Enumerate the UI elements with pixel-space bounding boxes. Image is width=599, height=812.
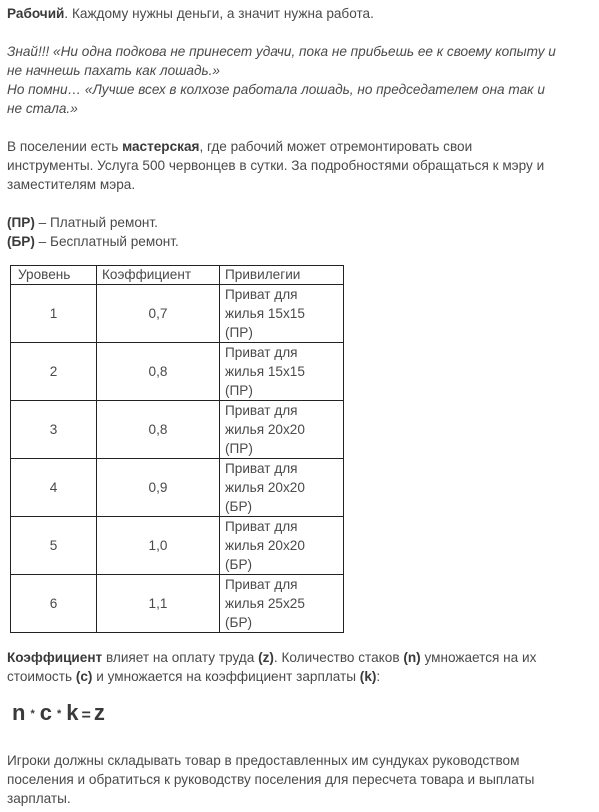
- priv-line: жилья 20х20: [225, 422, 305, 437]
- cell-coefficient: 0,8: [97, 401, 220, 459]
- priv-line: жилья 15х15: [225, 306, 305, 321]
- workshop-line-3: заместителям мэра.: [7, 177, 136, 192]
- closing-line-1: Игроки должны складывать товар в предоставленных им сундуках руководством: [7, 753, 520, 768]
- coef-text-2: . Количество стаков: [273, 650, 404, 665]
- priv-line: (БР): [225, 615, 253, 630]
- coef-var-c: (c): [75, 669, 93, 684]
- formula-n: n: [12, 700, 26, 725]
- quote-line-1: Знай!!! «Ни одна подкова не принесет удачи, пока не прибьешь ее к своему копыту и: [7, 44, 556, 59]
- priv-line: (ПР): [225, 325, 253, 340]
- priv-line: (ПР): [225, 383, 253, 398]
- levels-table: [10, 265, 344, 633]
- table-row: [11, 401, 344, 459]
- repair-code-free: (БР): [7, 234, 35, 249]
- coef-text-3: умножается на их: [420, 650, 537, 665]
- table-row: [11, 575, 344, 633]
- priv-line: (БР): [225, 499, 253, 514]
- cell-privilege: [220, 517, 344, 575]
- priv-line: Приват для: [225, 345, 298, 360]
- cell-level: 3: [11, 401, 97, 459]
- cell-coefficient: 1,1: [97, 575, 220, 633]
- workshop-pre: В поселении есть: [7, 139, 123, 154]
- priv-line: Приват для: [225, 461, 298, 476]
- coefficient-paragraph: [7, 648, 592, 686]
- repair-types: [7, 213, 592, 251]
- header-privileges: Привилегии: [220, 266, 344, 285]
- coef-var-n: (n): [403, 650, 421, 665]
- coef-term: Коэффициент: [7, 650, 103, 665]
- cell-level: 1: [11, 285, 97, 343]
- coef-var-k: (k): [359, 669, 377, 684]
- document: [7, 4, 592, 251]
- cell-level: 6: [11, 575, 97, 633]
- closing-line-3: зарплаты.: [7, 791, 71, 806]
- table-header-row: [11, 266, 344, 285]
- cell-level: 2: [11, 343, 97, 401]
- cell-coefficient: 0,8: [97, 343, 220, 401]
- priv-line: жилья 25х25: [225, 596, 305, 611]
- priv-line: (ПР): [225, 441, 253, 456]
- formula-z: z: [93, 700, 105, 725]
- repair-code-paid: (ПР): [7, 215, 35, 230]
- cell-privilege: [220, 285, 344, 343]
- formula-multiply-2: *: [56, 708, 62, 720]
- repair-desc-free: – Бесплатный ремонт.: [34, 234, 179, 249]
- cell-privilege: [220, 575, 344, 633]
- cell-privilege: [220, 343, 344, 401]
- table-row: [11, 285, 344, 343]
- intro-text: . Каждому нужны деньги, а значит нужна работа.: [64, 6, 374, 21]
- table-row: [11, 459, 344, 517]
- formula-c: c: [39, 700, 52, 725]
- cell-coefficient: 0,7: [97, 285, 220, 343]
- cell-coefficient: 0,9: [97, 459, 220, 517]
- closing-line-2: поселения и обратиться к руководству поселения для пересчета товара и выплаты: [7, 772, 535, 787]
- table-row: [11, 343, 344, 401]
- closing-paragraph: [7, 751, 592, 808]
- workshop-line-2: инструменты. Услуга 500 червонцев в сутки. За подробностями обращаться к мэру и: [7, 158, 545, 173]
- priv-line: (БР): [225, 557, 253, 572]
- cell-privilege: [220, 459, 344, 517]
- formula-k: k: [66, 700, 79, 725]
- priv-line: жилья 15х15: [225, 364, 305, 379]
- cell-level: 4: [11, 459, 97, 517]
- salary-formula: [12, 700, 105, 725]
- quote-line-2: не начнешь пахать как лошадь.»: [7, 63, 220, 78]
- priv-line: жилья 20х20: [225, 480, 305, 495]
- cell-level: 5: [11, 517, 97, 575]
- coef-text-4: стоимость: [7, 669, 76, 684]
- intro-term: Рабочий: [7, 6, 65, 21]
- header-level: Уровень: [11, 266, 97, 285]
- repair-desc-paid: – Платный ремонт.: [34, 215, 158, 230]
- coef-var-z: (z): [258, 650, 274, 665]
- table-row: [11, 517, 344, 575]
- coef-text-5: и умножается на коэффициент зарплаты: [92, 669, 360, 684]
- intro-paragraph: [7, 4, 592, 23]
- cell-coefficient: 1,0: [97, 517, 220, 575]
- quote-block: [7, 42, 592, 118]
- workshop-post: , где рабочий может отремонтировать свои: [199, 139, 473, 154]
- priv-line: Приват для: [225, 403, 298, 418]
- priv-line: Приват для: [225, 287, 298, 302]
- workshop-term: мастерская: [122, 139, 200, 154]
- formula-equals: =: [81, 707, 91, 724]
- priv-line: жилья 20х20: [225, 538, 305, 553]
- quote-line-4: не стала.»: [7, 101, 78, 116]
- cell-privilege: [220, 401, 344, 459]
- workshop-paragraph: [7, 137, 592, 194]
- quote-line-3: Но помни… «Лучше всех в колхозе работала лошадь, но председателем она так и: [7, 82, 545, 97]
- coef-text-1: влияет на оплату труда: [102, 650, 259, 665]
- coef-text-6: :: [376, 669, 381, 684]
- priv-line: Приват для: [225, 577, 298, 592]
- priv-line: Приват для: [225, 519, 298, 534]
- header-coefficient: Коэффициент: [97, 266, 220, 285]
- formula-multiply-1: *: [30, 708, 35, 720]
